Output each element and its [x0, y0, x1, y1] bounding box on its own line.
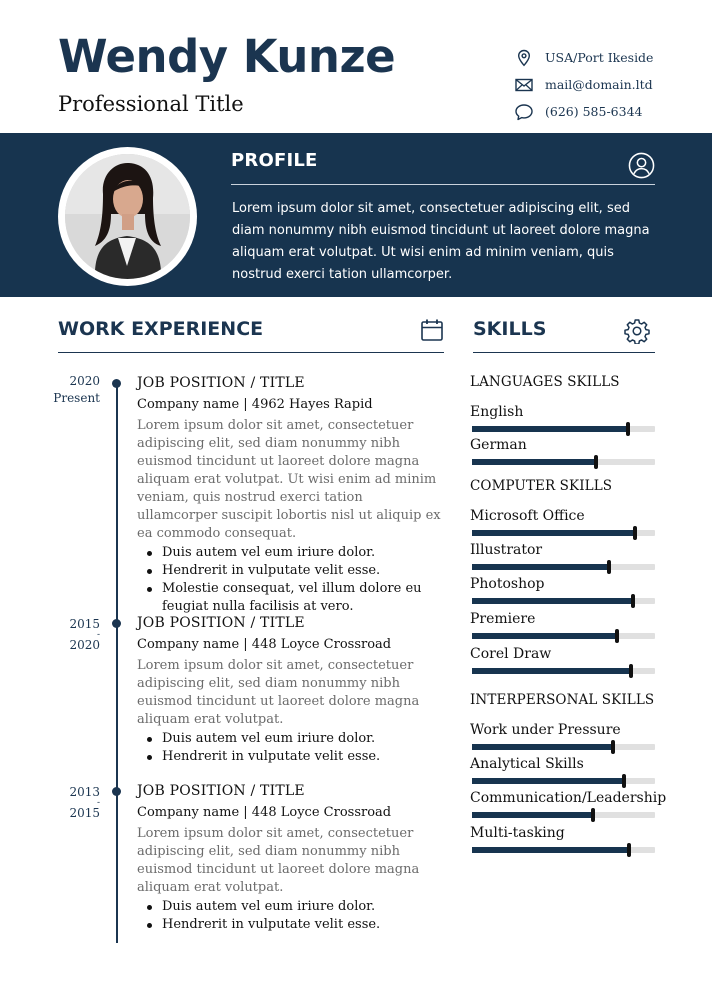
- skill-name: Work under Pressure: [470, 722, 621, 738]
- resume-name: Wendy Kunze: [58, 30, 396, 83]
- email-text[interactable]: mail@domain.ltd: [545, 77, 653, 92]
- skill-item: [470, 403, 655, 433]
- skill-track: [472, 812, 655, 818]
- job-bullets: [137, 898, 442, 934]
- skill-name: Premiere: [470, 611, 536, 627]
- gear-icon: [624, 318, 650, 344]
- skill-track: [472, 778, 655, 784]
- job-bullet: Hendrerit in vulputate velit esse.: [137, 748, 442, 766]
- job-years: [40, 373, 100, 407]
- skill-item: [470, 541, 655, 571]
- skill-name: Illustrator: [470, 542, 543, 558]
- contact-block: [514, 44, 704, 125]
- skill-fill: [472, 633, 617, 639]
- skill-fill: [472, 812, 593, 818]
- skill-fill: [472, 847, 629, 853]
- phone-chat-icon: [514, 102, 534, 122]
- timeline-dot: [112, 379, 121, 388]
- skill-item: [470, 575, 655, 605]
- company-line: Company name | 4962 Hayes Rapid: [137, 397, 373, 412]
- skill-marker: [594, 455, 598, 469]
- skill-fill: [472, 778, 624, 784]
- timeline-dot: [112, 787, 121, 796]
- skill-fill: [472, 564, 609, 570]
- location-text: USA/Port Ikeside: [545, 50, 654, 65]
- skill-track: [472, 668, 655, 674]
- skill-track: [472, 633, 655, 639]
- job-title: JOB POSITION / TITLE: [137, 783, 305, 799]
- phone-text[interactable]: (626) 585-6344: [545, 104, 643, 119]
- contact-phone[interactable]: [514, 98, 704, 125]
- job-description: Lorem ipsum dolor sit amet, consectetuer adipiscing elit, sed diam nonummy nibh euismod tincidunt ut laoreet dolore magna aliquam erat volutpat.: [137, 826, 420, 895]
- skill-track: [472, 598, 655, 604]
- skill-fill: [472, 744, 613, 750]
- skill-fill: [472, 598, 633, 604]
- job-years: 2015 - 2020: [40, 616, 100, 654]
- skill-marker: [633, 526, 637, 540]
- skill-marker: [611, 740, 615, 754]
- work-experience-heading: WORK EXPERIENCE: [58, 318, 264, 340]
- skill-fill: [472, 530, 635, 536]
- profile-divider: [231, 184, 655, 185]
- job-bullet: Duis autem vel eum iriure dolor.: [137, 898, 442, 916]
- job-description: Lorem ipsum dolor sit amet, consectetuer adipiscing elit, sed diam nonummy nibh euismod tincidunt ut laoreet dolore magna aliquam erat volutpat. Ut wisi enim ad minim veniam, quis nostrud exerci tation ullamcorper suscipit lobortis nisl ut aliquip ex ea commodo consequat.: [137, 418, 441, 541]
- skill-name: Photoshop: [470, 576, 545, 592]
- skill-name: Microsoft Office: [470, 508, 585, 524]
- job-description: Lorem ipsum dolor sit amet, consectetuer adipiscing elit, sed diam nonummy nibh euismod tincidunt ut laoreet dolore magna aliquam erat volutpat.: [137, 658, 420, 727]
- job-years: 2013 - 2015: [40, 784, 100, 822]
- skills-heading: SKILLS: [473, 318, 547, 340]
- skill-track: [472, 426, 655, 432]
- year-start: 2013: [69, 785, 100, 799]
- company-line: Company name | 448 Loyce Crossroad: [137, 637, 392, 652]
- user-circle-icon: [628, 152, 655, 179]
- skill-marker: [629, 664, 633, 678]
- year-start: 2015: [69, 617, 100, 631]
- job-bullets: [137, 730, 442, 766]
- job-entry: [137, 372, 442, 616]
- skill-marker: [591, 808, 595, 822]
- skill-marker: [626, 422, 630, 436]
- work-divider: [58, 352, 444, 353]
- calendar-icon: [420, 318, 444, 342]
- timeline-dot: [112, 619, 121, 628]
- professional-title: Professional Title: [58, 92, 244, 116]
- skill-name: Corel Draw: [470, 646, 552, 662]
- job-title: JOB POSITION / TITLE: [137, 615, 305, 631]
- skill-track: [472, 459, 655, 465]
- job-bullet: Molestie consequat, vel illum dolore eu feugiat nulla facilisis at vero.: [137, 580, 442, 616]
- year-end: Present: [53, 391, 100, 405]
- job-bullet: Duis autem vel eum iriure dolor.: [137, 544, 442, 562]
- skill-category: LANGUAGES SKILLS: [470, 374, 620, 390]
- skill-name: German: [470, 437, 527, 453]
- job-entry: [137, 780, 442, 934]
- company-line: Company name | 448 Loyce Crossroad: [137, 805, 392, 820]
- skill-item: [470, 645, 655, 675]
- skill-item: [470, 824, 655, 854]
- skill-fill: [472, 426, 628, 432]
- skill-item: [470, 507, 655, 537]
- year-start: 2020: [69, 374, 100, 388]
- skill-track: [472, 744, 655, 750]
- skill-track: [472, 564, 655, 570]
- job-title: JOB POSITION / TITLE: [137, 375, 305, 391]
- skill-category: COMPUTER SKILLS: [470, 478, 613, 494]
- skill-item: [470, 436, 655, 466]
- job-bullet: Hendrerit in vulputate velit esse.: [137, 916, 442, 934]
- skill-item: [470, 789, 667, 819]
- mail-icon: [514, 75, 534, 95]
- skill-marker: [615, 629, 619, 643]
- skill-item: [470, 610, 655, 640]
- contact-location: [514, 44, 704, 71]
- skill-marker: [607, 560, 611, 574]
- job-entry: [137, 612, 442, 766]
- year-end: 2015: [69, 806, 100, 820]
- job-bullet: Hendrerit in vulputate velit esse.: [137, 562, 442, 580]
- job-bullets: [137, 544, 442, 616]
- skill-name: Multi-tasking: [470, 825, 565, 841]
- skill-item: [470, 721, 655, 751]
- year-end: 2020: [69, 638, 100, 652]
- job-bullet: Duis autem vel eum iriure dolor.: [137, 730, 442, 748]
- skill-item: [470, 755, 655, 785]
- location-pin-icon: [514, 48, 534, 68]
- profile-heading: PROFILE: [231, 150, 318, 171]
- skill-fill: [472, 668, 631, 674]
- contact-email[interactable]: [514, 71, 704, 98]
- skill-marker: [622, 774, 626, 788]
- skills-divider: [473, 352, 655, 353]
- profile-summary: Lorem ipsum dolor sit amet, consectetuer adipiscing elit, sed diam nonummy nibh euismod tincidunt ut laoreet dolore magna aliquam erat volutpat. Ut wisi enim ad minim veniam, quis nostrud exerci tation ullamcorper.: [232, 201, 650, 282]
- skill-marker: [631, 594, 635, 608]
- skill-marker: [627, 843, 631, 857]
- skill-name: Analytical Skills: [470, 756, 584, 772]
- skill-track: [472, 530, 655, 536]
- skill-category: INTERPERSONAL SKILLS: [470, 692, 655, 708]
- skill-fill: [472, 459, 596, 465]
- profile-photo: [65, 154, 190, 279]
- skill-name: English: [470, 404, 524, 420]
- timeline-line: [116, 384, 118, 943]
- skill-name: Communication/Leadership: [470, 790, 667, 806]
- skill-track: [472, 847, 655, 853]
